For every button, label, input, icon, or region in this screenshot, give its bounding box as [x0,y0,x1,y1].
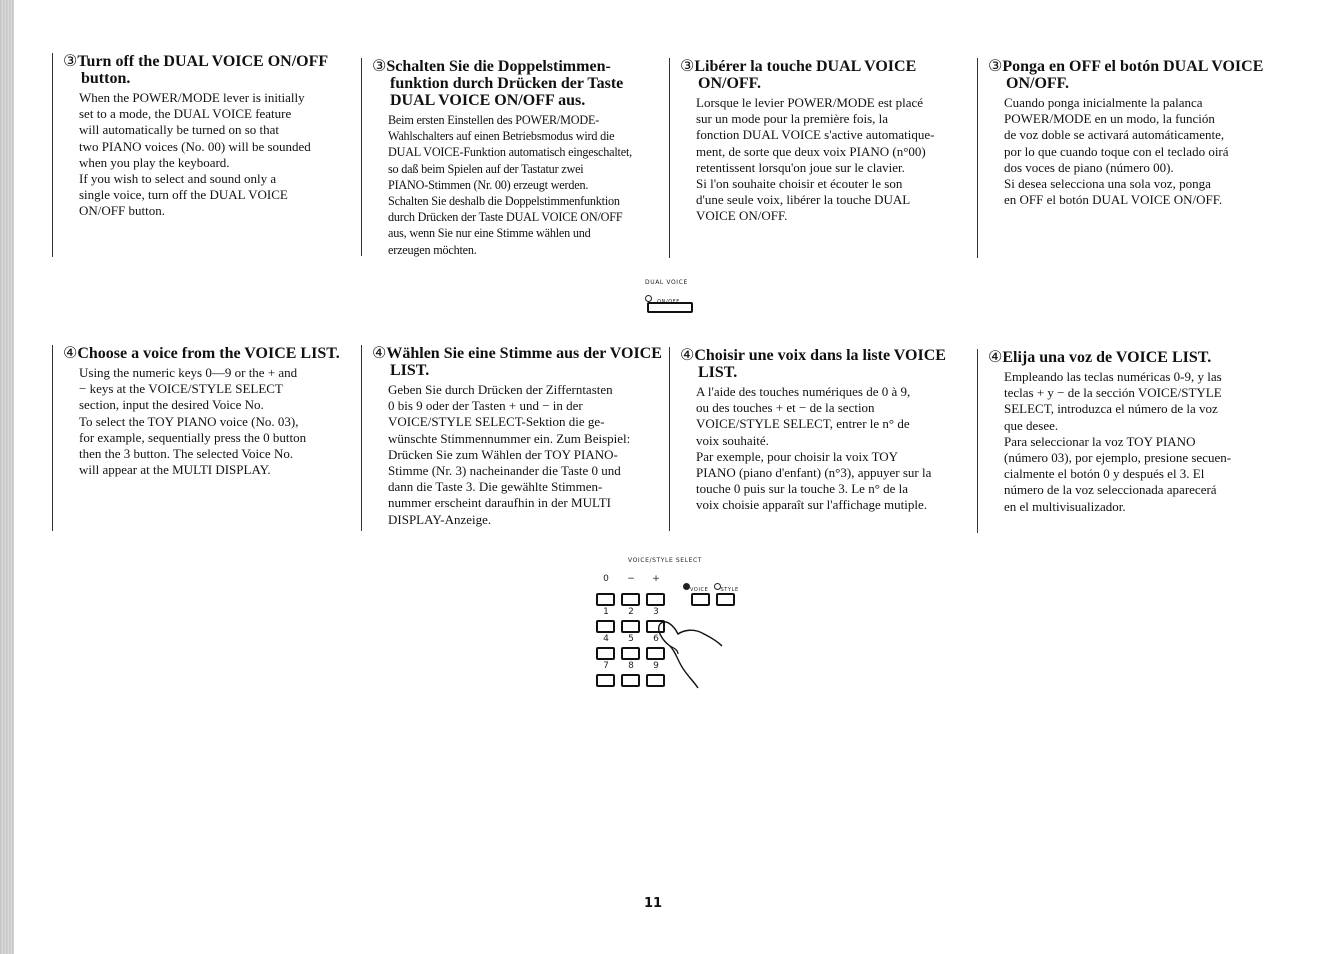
step-body: Geben Sie durch Drücken der Zifferntasten 0 bis 9 oder der Tasten + und − in der VOICE/STYLE SELECT-Sektion die ge- wünschte Stimmennummer ein. Zum Beispiel: Drücken Sie zum Wählen der TOY PIANO- Stimme (Nr. 3) nacheinander die Taste 0 und dann die Taste 3. Die gewählte Stimmen- nummer erscheint daraufhin in der MULTI DISPLAY-Anzeige. [388,382,631,527]
style-led-icon [714,583,721,590]
key-label: 1 [603,607,609,617]
voice-style-select-panel [590,557,760,697]
section-en-step3 [52,53,352,257]
section-es-step3 [977,58,1287,258]
dual-voice-led-icon [645,295,652,302]
key-1-button[interactable] [596,620,615,633]
key-7-button[interactable] [596,674,615,687]
dual-voice-panel [645,279,705,319]
pressing-finger-icon [648,612,728,692]
key-minus-button[interactable] [621,593,640,606]
dual-voice-title: DUAL VOICE [645,279,688,286]
voice-style-title: VOICE/STYLE SELECT [628,557,703,564]
key-0-button[interactable] [596,593,615,606]
book-binding-edge [0,0,14,954]
section-fr-step3 [669,58,971,258]
section-en-step4 [52,345,356,531]
dual-voice-led-label: ON/OFF [657,299,680,305]
step-heading: ④Wählen Sie eine Stimme aus der VOICE LIST. [372,345,662,379]
key-label: 6 [653,634,659,644]
key-label: 9 [653,661,659,671]
step-body: When the POWER/MODE lever is initially set to a mode, the DUAL VOICE feature will automatically be turned on so that two PIANO voices (No. 00) will be sounded when you play the keyboard. If you wish to select and sound only a single voice, turn off the DUAL VOICE ON/OFF button. [79,90,311,219]
voice-led-label: VOICE [690,587,709,593]
key-label: 3 [653,607,659,617]
step-heading: ④Choose a voice from the VOICE LIST. [63,345,340,362]
section-de-step4 [361,345,663,531]
step-body: Using the numeric keys 0—9 or the + and − keys at the VOICE/STYLE SELECT section, input the desired Voice No. To select the TOY PIANO voice (No. 03), for example, sequentially press the 0 button then the 3 button. The selected Voice No. will appear at the MULTI DISPLAY. [79,365,307,478]
key-8-button[interactable] [621,674,640,687]
step-heading: ③Libérer la touche DUAL VOICE ON/OFF. [680,58,917,92]
page-number: 11 [644,896,663,911]
section-fr-step4 [669,347,971,531]
step-body: Lorsque le levier POWER/MODE est placé sur un mode pour la première fois, la fonction DUAL VOICE s'active automatique- ment, de sorte que deux voix PIANO (n°00) retentissent lorsqu'on joue sur le clavier. Si l'on souhaite choisir et écouter le son d'une seule voix, libérer la touche DUAL VOICE ON/OFF. [696,95,935,224]
key-label: − [627,574,635,584]
style-button[interactable] [716,593,735,606]
key-label: 5 [628,634,634,644]
step-heading: ③Ponga en OFF el botón DUAL VOICE ON/OFF. [988,58,1264,92]
key-5-button[interactable] [621,647,640,660]
key-label: 7 [603,661,609,671]
step-body: Cuando ponga inicialmente la palanca POWER/MODE en un modo, la función de voz doble se activará automáticamente, por lo que cuando toque con el teclado oirá dos voces de piano (número 00). Si desea selecciona una sola voz, ponga en OFF el botón DUAL VOICE ON/OFF. [1004,95,1229,208]
key-label: 0 [603,574,609,584]
step-heading: ④Elija una voz de VOICE LIST. [988,349,1212,366]
key-label: 8 [628,661,634,671]
step-heading: ③Turn off the DUAL VOICE ON/OFF button. [63,53,328,87]
section-es-step4 [977,349,1287,533]
step-heading: ④Choisir une voix dans la liste VOICE LIST. [680,347,946,381]
step-heading: ③Schalten Sie die Doppelstimmen-funktion durch Drücken der Taste DUAL VOICE ON/OFF aus. [372,58,624,109]
step-body: Empleando las teclas numéricas 0-9, y las teclas + y − de la sección VOICE/STYLE SELECT, introduzca el número de la voz que desee. Para seleccionar la voz TOY PIANO (número 03), por ejemplo, presione secuen- cialmente el botón 0 y después el 3. El número de la voz seleccionada aparecerá en el multivisualizador. [1004,369,1232,514]
key-label: + [652,574,660,584]
voice-led-icon [683,583,690,590]
style-led-label: STYLE [720,587,739,593]
key-4-button[interactable] [596,647,615,660]
key-plus-button[interactable] [646,593,665,606]
dual-voice-on-off-button[interactable] [647,302,693,313]
key-label: 2 [628,607,634,617]
key-label: 4 [603,634,609,644]
step-body: A l'aide des touches numériques de 0 à 9, ou des touches + et − de la section VOICE/STYLE SELECT, entrer le n° de voix souhaité. Par exemple, pour choisir la voix TOY PIANO (piano d'enfant) (n°3), appuyer sur la touche 0 puis sur la touche 3. Le n° de la voix choisie apparaît sur l'affichage mutiple. [696,384,932,513]
voice-button[interactable] [691,593,710,606]
step-body: Beim ersten Einstellen des POWER/MODE- Wahlschalters auf einen Betriebsmodus wird die DUAL VOICE-Funktion automatisch eingeschaltet, so daß beim Spielen auf der Tastatur zwei PIANO-Stimmen (Nr. 00) erzeugt werden. Schalten Sie deshalb die Doppelstimmenfunktion durch Drücken der Taste DUAL VOICE ON/OFF aus, wenn Sie nur eine Stimme wählen und erzeugen möchten. [388,113,632,257]
key-2-button[interactable] [621,620,640,633]
section-de-step3 [361,58,663,256]
